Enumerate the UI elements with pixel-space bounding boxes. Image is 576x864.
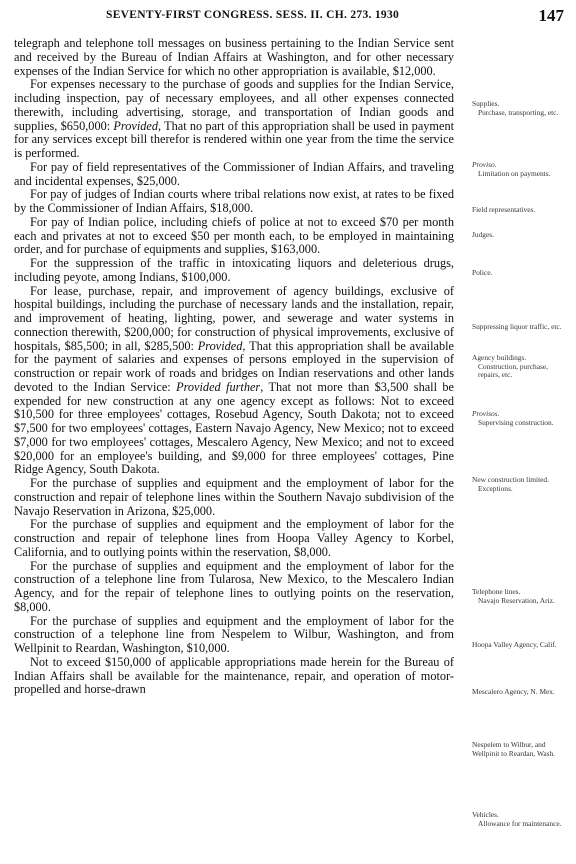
text-segment: For expenses necessary to the purchase of goods and supplies for the Indian Service, including inspection, pay of necessary employees, and all other expenses connected therewith, including advertising, storage, and transportation of Indian goods and supplies, $650,000: bbox=[14, 77, 454, 133]
margin-note-line: Police. bbox=[472, 268, 493, 277]
margin-note-line: Supplies. bbox=[472, 99, 500, 108]
margin-note bbox=[472, 688, 564, 697]
margin-note bbox=[472, 588, 564, 605]
paragraph bbox=[14, 518, 454, 559]
margin-note bbox=[472, 269, 564, 278]
text-segment: , That this appropriation shall be available for the payment of salaries and expenses of persons employed in the supervision of construction or repair work of roads and bridges on Indian reservations and other lands devoted to the Indian Service: bbox=[14, 338, 455, 394]
margin-note bbox=[472, 741, 564, 758]
margin-note-line: Field representatives. bbox=[472, 205, 536, 214]
margin-note bbox=[472, 410, 564, 427]
paragraph bbox=[14, 257, 454, 285]
text-segment: Not to exceed $150,000 of applicable appropriations made herein for the Bureau of Indian Affairs shall be available for the maintenance, repair, and operation of motor-propelled and horse-drawn bbox=[14, 654, 454, 697]
main-text-column bbox=[14, 37, 454, 697]
margin-note-line: Suppressing liquor traffic, etc. bbox=[472, 322, 562, 331]
paragraph bbox=[14, 615, 454, 656]
margin-note-line: Provisos. bbox=[472, 409, 500, 418]
paragraph bbox=[14, 477, 454, 518]
paragraph bbox=[14, 285, 454, 478]
margin-note bbox=[472, 161, 564, 178]
margin-note-line: Telephone lines. bbox=[472, 587, 521, 596]
text-segment: , That no part of this appropriation shall be used in payment for any services except bill therefor is rendered within one year from the time the service is performed. bbox=[14, 118, 455, 160]
margin-note-line: Hoopa Valley Agency, Calif. bbox=[472, 640, 557, 649]
margin-note-subline: Supervising construction. bbox=[478, 417, 554, 427]
margin-note-subline: Exceptions. bbox=[478, 483, 513, 493]
running-head: SEVENTY-FIRST CONGRESS. SESS. II. CH. 273. 1930 bbox=[106, 9, 400, 21]
text-segment: For pay of Indian police, including chiefs of police at not to exceed $70 per month each and privates at not to exceed $50 per month each, to be employed in maintaining order, and for purchase of equipments and supplies, $163,000. bbox=[14, 214, 454, 257]
margin-note-line: New construction limited. bbox=[472, 475, 549, 484]
paragraph bbox=[14, 656, 454, 697]
margin-note-subline: Construction, purchase, repairs, etc. bbox=[478, 361, 548, 380]
margin-note-line: Vehicles. bbox=[472, 810, 499, 819]
margin-note bbox=[472, 641, 564, 650]
text-segment: For the purchase of supplies and equipment and the employment of labor for the construction of a telephone line from Tularosa, New Mexico, to the Mescalero Indian Agency, and for the repair of telephone lines to outlying points on the reservation, $8,000. bbox=[14, 558, 454, 614]
text-segment: For the purchase of supplies and equipment and the employment of labor for the construction and repair of telephone lines from Hoopa Valley Agency to Korbel, California, and to outlying points within the reservation, $8,000. bbox=[14, 517, 454, 559]
text-segment: , That not more than $3,500 shall be expended for new construction at any one agency except as follows: Not to exceed $10,500 for three employees' cottages, Rosebud Agency, South Dakota; not to exceed $7,500 for two employees' cottages, Eastern Navajo Agency, New Mexico; not to exceed $7,000 for two employees' cottages, Mescalero Agency, New Mexico; and not to exceed $20,000 for an employee's building, and $9,000 for three employees' cottages, Pine Ridge Agency, South Dakota. bbox=[14, 379, 454, 477]
page-header bbox=[14, 6, 564, 26]
margin-note-line: Judges. bbox=[472, 230, 494, 239]
margin-note-line: Proviso. bbox=[472, 160, 497, 169]
paragraph bbox=[14, 216, 454, 257]
margin-note-subline: Allowance for maintenance. bbox=[478, 818, 562, 828]
margin-note bbox=[472, 100, 564, 117]
page-number: 147 bbox=[538, 6, 564, 25]
paragraph bbox=[14, 78, 454, 161]
italic-term: Provided further bbox=[176, 379, 261, 394]
italic-term: Provided bbox=[113, 118, 159, 133]
paragraph bbox=[14, 560, 454, 615]
margin-note bbox=[472, 231, 564, 240]
margin-note-subline: Limitation on payments. bbox=[478, 168, 551, 178]
text-segment: For the purchase of supplies and equipment and the employment of labor for the construction and repair of telephone lines within the Southern Navajo subdivision of the Navajo Reservation in Arizona, $25,000. bbox=[14, 476, 454, 518]
paragraph bbox=[14, 188, 454, 216]
margin-note bbox=[472, 354, 564, 380]
italic-term: Provided bbox=[197, 338, 243, 353]
margin-note bbox=[472, 811, 564, 828]
text-segment: For pay of field representatives of the Commissioner of Indian Affairs, and traveling and incidental expenses, $25,000. bbox=[14, 159, 454, 188]
text-segment: For lease, purchase, repair, and improvement of agency buildings, exclusive of hospital buildings, including the purchase of necessary lands and the installation, repair, and improvement of heating, lighting, power, and sewerage and water systems in connection therewith, $200,000; for construction of physical improvements, exclusive of hospitals, $85,500; in all, $285,500: bbox=[14, 283, 454, 353]
text-segment: For the suppression of the traffic in intoxicating liquors and deleterious drugs, including peyote, among Indians, $100,000. bbox=[14, 256, 454, 284]
margin-note-line: Nespelem to Wilbur, and Wellpinit to Reardan, Wash. bbox=[472, 740, 556, 758]
paragraph bbox=[14, 161, 454, 189]
margin-note bbox=[472, 323, 564, 332]
text-segment: telegraph and telephone toll messages on business pertaining to the Indian Service sent and received by the Bureau of Indian Affairs at Washington, and for other necessary expenses of the Indian Service for which no other appropriation is available, $12,000. bbox=[14, 36, 454, 78]
margin-note-subline: Purchase, transporting, etc. bbox=[478, 107, 559, 117]
text-segment: For pay of judges of Indian courts where tribal relations now exist, at rates to be fixed by the Commissioner of Indian Affairs, $18,000. bbox=[14, 187, 454, 215]
paragraph bbox=[14, 37, 454, 78]
margin-note bbox=[472, 476, 564, 493]
text-segment: For the purchase of supplies and equipment and the employment of labor for the construction of a telephone line from Nespelem to Wilbur, Washington, and from Wellpinit to Reardan, Washington, $10,000. bbox=[14, 613, 454, 655]
margin-note bbox=[472, 206, 564, 215]
margin-note-line: Agency buildings. bbox=[472, 353, 527, 362]
margin-note-line: Mescalero Agency, N. Mex. bbox=[472, 687, 555, 696]
margin-note-subline: Navajo Reservation, Ariz. bbox=[478, 595, 555, 605]
